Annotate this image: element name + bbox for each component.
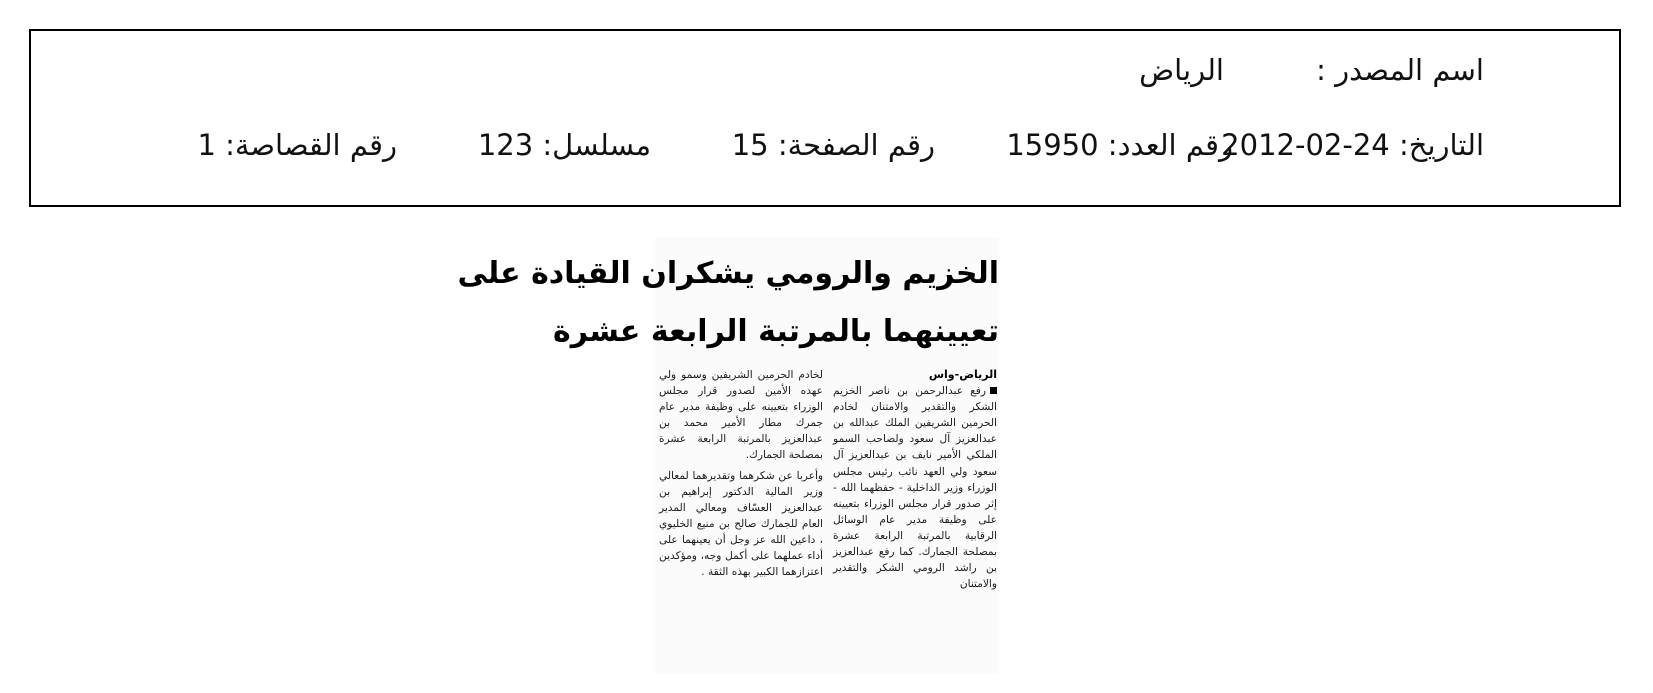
article-paragraph — [833, 383, 997, 592]
bullet-square-icon — [990, 387, 997, 394]
issue-number-field: رقم العدد: 15950 — [1006, 128, 1233, 162]
article-paragraph: لخادم الحرمين الشريفين وسمو ولي عهده الأمين لصدور قرار مجلس الوزراء بتعيينه على وظيفة مدير عام جمرك مطار الأمير محمد بن عبدالعزيز بالمرتبة الرابعة عشرة بمصلحة الجمارك. — [659, 369, 823, 462]
article-dateline: الرياض-واس — [928, 368, 997, 381]
article-text: رفع عبدالرحمن بن ناصر الخزيم الشكر والتقدير والامتنان لخادم الحرمين الشريفين الملك عبدالله بن عبدالعزيز آل سعود ولصاحب السمو الملكي الأمير نايف بن عبدالعزيز آل سعود ولي العهد نائب رئيس مجلس الوزراء وزير الداخلية - حفظهما الله - إثر صدور قرار مجلس الوزراء بتعيينه على وظيفة مدير عام الوسائل الرقابية بالمرتبة الرابعة عشرة بمصلحة الجمارك. كما رفع عبدالعزيز بن راشد الرومي الشكر والتقدير والامتنان — [833, 385, 997, 591]
headline-line-1: الخزيم والرومي يشكران القيادة على — [457, 256, 999, 291]
newspaper-clipping — [457, 237, 999, 673]
source-label: اسم المصدر : — [1316, 53, 1484, 87]
headline-line-2: تعيينهما بالمرتبة الرابعة عشرة — [552, 314, 999, 349]
article-column-left — [659, 367, 823, 580]
serial-field: مسلسل: 123 — [477, 128, 651, 162]
date-field: التاريخ: 24-02-2012 — [1221, 128, 1484, 162]
article-column-right — [833, 367, 997, 592]
article-paragraph: وأعربا عن شكرهما وتقديرهما لمعالي وزير المالية الدكتور إبراهيم بن عبدالعزيز العسّاف ومعالي المدير العام للجمارك صالح بن منيع الخليوي ، داعين الله عز وجل أن يعينهما على أداء عملهما على أكمل وجه، ومؤكدين اعتزازهما الكبير بهذه الثقة . — [659, 469, 823, 579]
source-value: الرياض — [1139, 53, 1224, 87]
page-number-field: رقم الصفحة: 15 — [731, 128, 935, 162]
clip-number-field: رقم القصاصة: 1 — [197, 128, 397, 162]
